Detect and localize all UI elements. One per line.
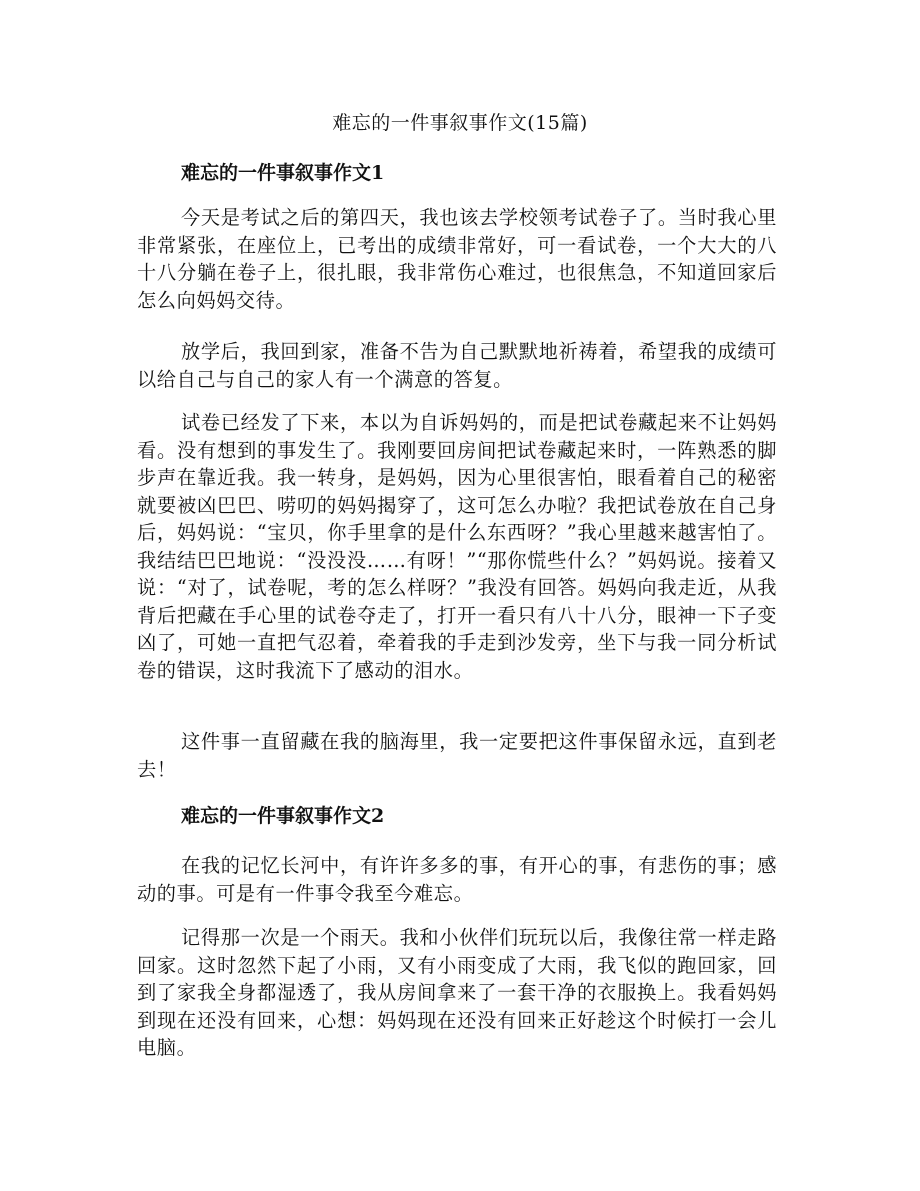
paragraph-1-2: 放学后，我回到家，准备不告为自己默默地祈祷着，希望我的成绩可以给自己与自己的家人有一个满意的答复。: [137, 340, 777, 391]
section-heading-1: 难忘的一件事叙事作文1: [181, 162, 385, 184]
paragraph-2-1: 在我的记忆长河中，有许许多多的事，有开心的事，有悲伤的事；感动的事。可是有一件事令我至今难忘。: [137, 854, 777, 905]
paragraph-2-2: 记得那一次是一个雨天。我和小伙伴们玩玩以后，我像往常一样走路回家。这时忽然下起了小雨，又有小雨变成了大雨，我飞似的跑回家，回到了家我全身都湿透了，我从房间拿来了一套干净的衣服换上。我看妈妈到现在还没有回来，心想：妈妈现在还没有回来正好趁这个时候打一会儿电脑。: [137, 926, 777, 1059]
paragraph-1-4: 这件事一直留藏在我的脑海里，我一定要把这件事保留永远，直到老去！: [137, 730, 777, 781]
document-title: 难忘的一件事叙事作文(15篇): [332, 112, 588, 134]
section-heading-2: 难忘的一件事叙事作文2: [181, 805, 385, 827]
paragraph-1-1: 今天是考试之后的第四天，我也该去学校领考试卷子了。当时我心里非常紧张，在座位上，已考出的成绩非常好，可一看试卷，一个大大的八十八分躺在卷子上，很扎眼，我非常伤心难过，也很焦急，不知道回家后怎么向妈妈交待。: [137, 206, 777, 312]
paragraph-1-3: 试卷已经发了下来，本以为自诉妈妈的，而是把试卷藏起来不让妈妈看。没有想到的事发生了。我刚要回房间把试卷藏起来时，一阵熟悉的脚步声在靠近我。我一转身，是妈妈，因为心里很害怕，眼看着自己的秘密就要被凶巴巴、唠叨的妈妈揭穿了，这可怎么办啦？我把试卷放在自己身后，妈妈说：“宝贝，你手里拿的是什么东西呀？”我心里越来越害怕了。我结结巴巴地说：“没没没……有呀！”“那你慌些什么？”妈妈说。接着又说：“对了，试卷呢，考的怎么样呀？”我没有回答。妈妈向我走近，从我背后把藏在手心里的试卷夺走了，打开一看只有八十八分，眼神一下子变凶了，可她一直把气忍着，牵着我的手走到沙发旁，坐下与我一同分析试卷的错误，这时我流下了感动的泪水。: [137, 411, 777, 682]
